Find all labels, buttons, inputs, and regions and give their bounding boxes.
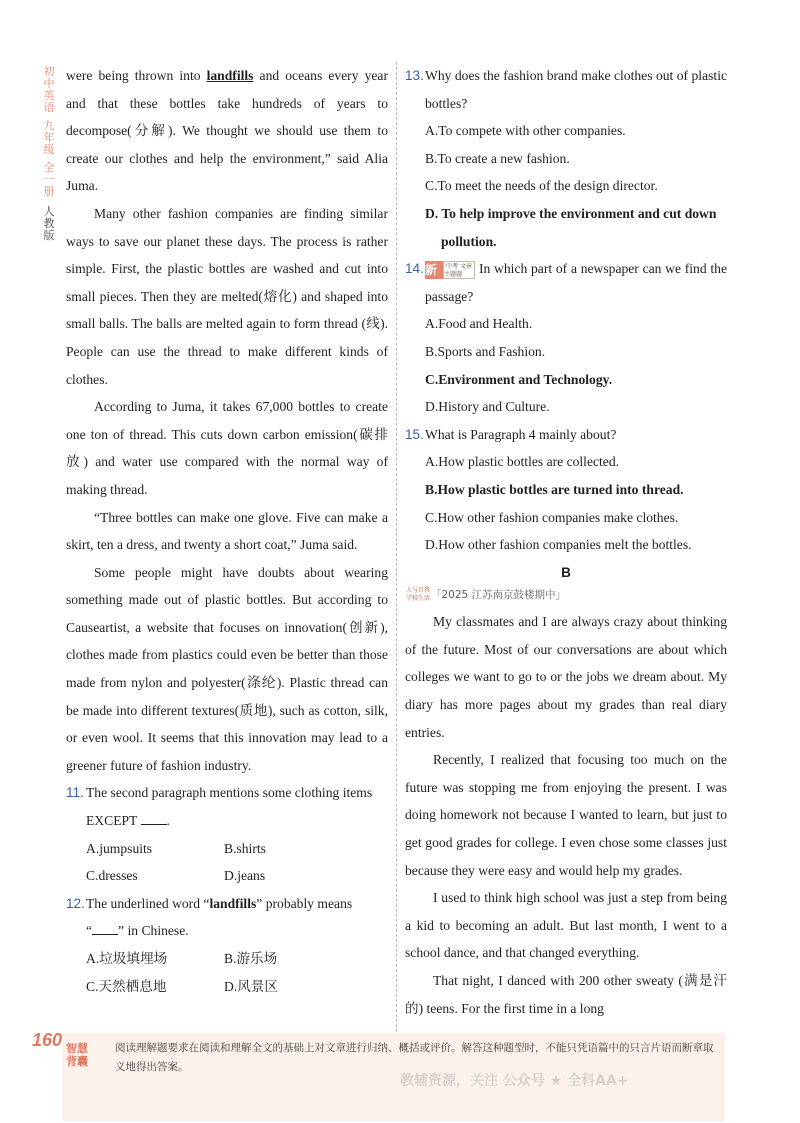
- answer-blank: [141, 811, 167, 825]
- question-text-line2: [86, 807, 388, 835]
- answer-option: D. To help improve the environment and cut down pollution.: [425, 205, 717, 249]
- question-14: [405, 255, 727, 310]
- side-tab-char: 中: [43, 77, 55, 90]
- side-tab-char: 九: [43, 119, 55, 132]
- side-tab-char: 人: [43, 205, 55, 218]
- passage-paragraph: [66, 62, 388, 200]
- passage-paragraph: My classmates and I are always crazy about thinking of the future. Most of our conversations are about which colleges we want to go to or the jobs we dream about. My diary has more pages about my grades than real diary entries.: [405, 614, 727, 740]
- text-run: The underlined word “: [86, 895, 210, 911]
- passage-paragraph: Many other fashion companies are finding similar ways to save our planet these days. The process is rather simple. First, the plastic bottles are washed and cut into small pieces. Then they are melted(熔化) and shaped into small balls. The balls are melted again to form thread (线). People can use the thread to make different kinds of clothes.: [66, 205, 388, 387]
- tip-label: 智慧背囊: [66, 1042, 88, 1068]
- passage-paragraph: I used to think high school was just a step from being a kid to becoming an adult. But last month, I went to a school dance, and that changed everything.: [405, 890, 727, 961]
- source-line: [405, 586, 727, 604]
- side-tab-char: 一: [43, 173, 55, 186]
- question-text: Why does the fashion brand make clothes out of plastic bottles?: [425, 68, 727, 111]
- page-number: 160: [32, 1030, 63, 1050]
- new-badge-icon: [425, 261, 475, 279]
- text-run: ” probably means: [256, 895, 353, 911]
- question-11: [66, 779, 388, 834]
- passage-paragraph: That night, I danced with 200 other sweaty (满是汗的) teens. For the first time in a long: [405, 973, 727, 1016]
- option: A.jumpsuits: [86, 840, 153, 856]
- question-number: 11.: [66, 785, 84, 801]
- question-text: The second paragraph mentions some clothing items: [86, 785, 373, 801]
- option: B.游乐场: [224, 951, 278, 966]
- question-13: [405, 62, 727, 117]
- side-tab-char: 全: [43, 161, 55, 174]
- question-text: What is Paragraph 4 mainly about?: [425, 426, 617, 442]
- options-11: [66, 835, 388, 890]
- question-text: [86, 890, 388, 918]
- badge-char: 新: [425, 261, 443, 279]
- right-column: [405, 62, 727, 1022]
- question-15: [405, 421, 727, 449]
- option: D.风景区: [224, 978, 278, 994]
- source-text: 「2025 江苏南京鼓楼期中」: [431, 589, 567, 602]
- option: C.How other fashion companies make clothes.: [425, 509, 679, 525]
- question-text-line2: [86, 917, 388, 945]
- side-tab-char: 年: [43, 131, 55, 144]
- text-run: were being thrown into: [66, 68, 207, 83]
- column-divider: [396, 62, 397, 1032]
- left-column: [66, 62, 388, 1000]
- question-text: [425, 255, 727, 310]
- watermark: 教辅资源，关注 公众号 ★ 全科AA+: [400, 1073, 629, 1089]
- option: C.To meet the needs of the design director.: [425, 178, 658, 194]
- options-12: [66, 945, 388, 1000]
- underlined-word: landfills: [206, 68, 254, 83]
- tip-text: 阅读理解题要求在阅读和理解全文的基础上对文章进行归纳、概括或评价。解答这种题型时，不能只凭语篇中的只言片语而断章取义地得出答案。: [115, 1042, 714, 1073]
- passage-paragraph: Some people might have doubts about wearing something made out of plastic bottles. But according to Causeartist, a website that focuses on innovation(创新), clothes made from plastics could even be better than those made from nylon and polyester(涤纶). Plastic thread can be made into different textures(质地), such as cotton, silk, or even wool. It seems that this innovation may lead to a greener future of fashion industry.: [66, 564, 388, 773]
- option: A.垃圾填埋场: [86, 951, 168, 966]
- question-number: 15.: [405, 426, 424, 442]
- answer-option: C.Environment and Technology.: [425, 371, 613, 387]
- option: C.天然栖息地: [86, 978, 167, 994]
- question-12: [66, 890, 388, 945]
- badge-subtext: 中考 文章主题题: [443, 261, 475, 279]
- question-number: 13.: [405, 68, 424, 83]
- text-run: EXCEPT: [86, 813, 138, 829]
- side-tab-char: 册: [43, 185, 55, 198]
- passage-paragraph: Recently, I realized that focusing too much on the future was stopping me from enjoying the present. I was doing homework not because I wanted to learn, but just to get good grades for college. I even chose some classes just because they were easy and would help my grades.: [405, 752, 727, 878]
- side-tab-char: 版: [43, 229, 55, 242]
- option: D.jeans: [224, 868, 266, 884]
- passage-paragraph: According to Juma, it takes 67,000 bottles to create one ton of thread. This cuts down carbon emission(碳排放) and water use compared with the normal way of making thread.: [66, 399, 388, 497]
- option: C.dresses: [86, 868, 138, 884]
- keyword: landfills: [209, 895, 257, 911]
- text-run: In which part of a newspaper can we find the passage?: [425, 261, 727, 304]
- text-run: ” in Chinese.: [118, 923, 189, 939]
- option: B.shirts: [224, 840, 266, 856]
- side-tab: [40, 66, 58, 242]
- option: D.How other fashion companies melt the bottles.: [425, 537, 692, 553]
- side-tab-char: 语: [43, 101, 55, 114]
- side-tab-char: 初: [43, 65, 55, 78]
- section-label: B: [561, 564, 571, 580]
- question-number: 12.: [66, 895, 85, 911]
- option: A.How plastic bottles are collected.: [425, 454, 620, 470]
- passage-paragraph: “Three bottles can make one glove. Five can make a skirt, ten a dress, and twenty a short coat,” Juma said.: [66, 509, 388, 553]
- option: A.To compete with other companies.: [425, 123, 626, 139]
- side-tab-char: 级: [43, 143, 55, 156]
- side-tab-char: 教: [43, 217, 55, 230]
- text-run: .: [166, 813, 170, 829]
- option: D.History and Culture.: [425, 399, 550, 415]
- side-tab-char: 英: [43, 89, 55, 102]
- option: B.To create a new fashion.: [425, 150, 570, 166]
- text-run: and oceans every year and that these bottles take hundreds of years to decompose(分解). We thought we should use them to create our clothes and help the environment,” said Alia Juma.: [66, 68, 388, 194]
- text-run: “: [86, 923, 93, 939]
- question-number: 14.: [405, 261, 424, 277]
- option: B.Sports and Fashion.: [425, 343, 546, 359]
- answer-option: B.How plastic bottles are turned into thread.: [425, 481, 684, 497]
- answer-blank: [92, 921, 118, 935]
- option: A.Food and Health.: [425, 316, 533, 332]
- source-tag: 人与自我 学校生活: [405, 587, 430, 603]
